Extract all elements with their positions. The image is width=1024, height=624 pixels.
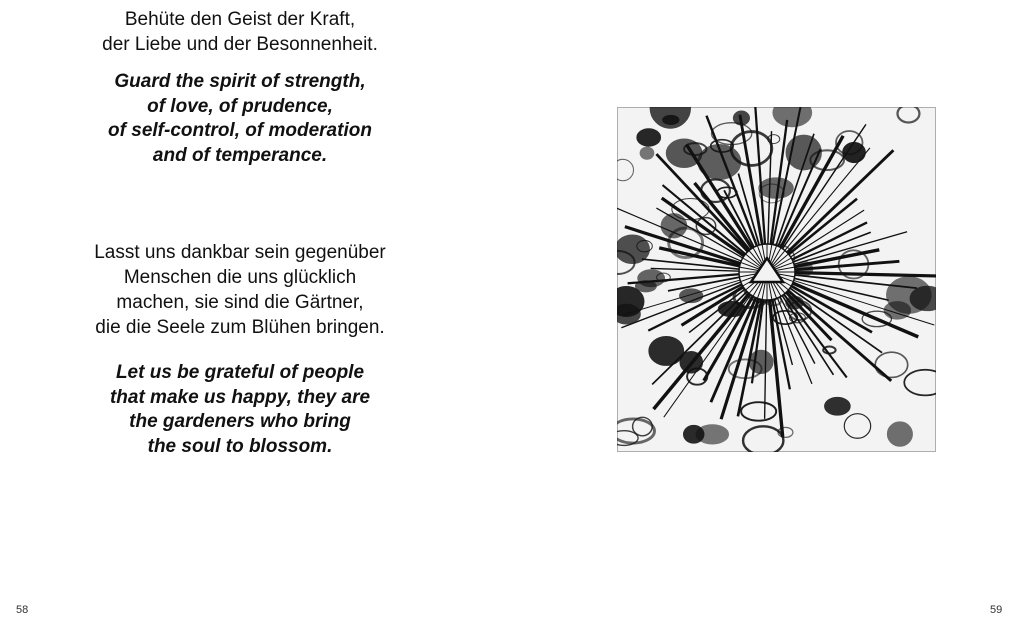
relief-blob [875, 352, 907, 377]
relief-blob [617, 287, 644, 316]
verse-line: the gardeners who bring [129, 411, 351, 432]
verse-line: Menschen die uns glücklich [123, 267, 357, 288]
relief-blob [684, 426, 704, 443]
relief-blob [759, 178, 793, 197]
verse-line: die die Seele zum Blühen bringen. [95, 317, 385, 338]
relief-blob [844, 414, 870, 439]
page-number-right: 59 [990, 604, 1003, 616]
sunburst-illustration [617, 107, 936, 452]
relief-blob [888, 422, 912, 446]
relief-blob [661, 214, 686, 238]
relief-blob [774, 107, 811, 126]
relief-blob [638, 130, 660, 146]
relief-blob [897, 107, 919, 122]
sun-ray [780, 222, 867, 265]
sun-ray [780, 284, 891, 381]
verse-line: Behüte den Geist der Kraft, [124, 9, 356, 30]
verse-line: that make us happy, they are [109, 386, 371, 408]
relief-blob [741, 402, 776, 420]
verse1-english [40, 70, 440, 168]
verse-line: Let us be grateful of people [115, 362, 365, 383]
relief-blob [743, 426, 783, 452]
relief-blob [911, 287, 936, 310]
page-number-left: 58 [16, 604, 29, 616]
verse-line: the soul to blossom. [147, 435, 333, 457]
verse-line: der Liebe und der Besonnenheit. [102, 34, 378, 55]
relief-blob [904, 370, 936, 396]
verse2-german [40, 240, 440, 340]
verse2-english [40, 361, 440, 459]
sunburst-image [617, 107, 936, 452]
verse1-german [40, 7, 440, 57]
verse-line: of love, of prudence, [147, 95, 333, 117]
relief-blob [825, 398, 850, 415]
verse-line: Guard the spirit of strength, [114, 71, 366, 92]
relief-blob [651, 107, 690, 127]
right-page [512, 0, 1024, 624]
verse-line: machen, sie sind die Gärtner, [116, 292, 364, 313]
relief-blob [649, 337, 683, 365]
verse-line: and of temperance. [152, 144, 328, 166]
relief-blob [641, 148, 653, 159]
verse-line: Lasst uns dankbar sein gegenüber [94, 242, 386, 263]
relief-blob [617, 159, 634, 180]
verse-line: of self-control, of moderation [108, 120, 372, 141]
